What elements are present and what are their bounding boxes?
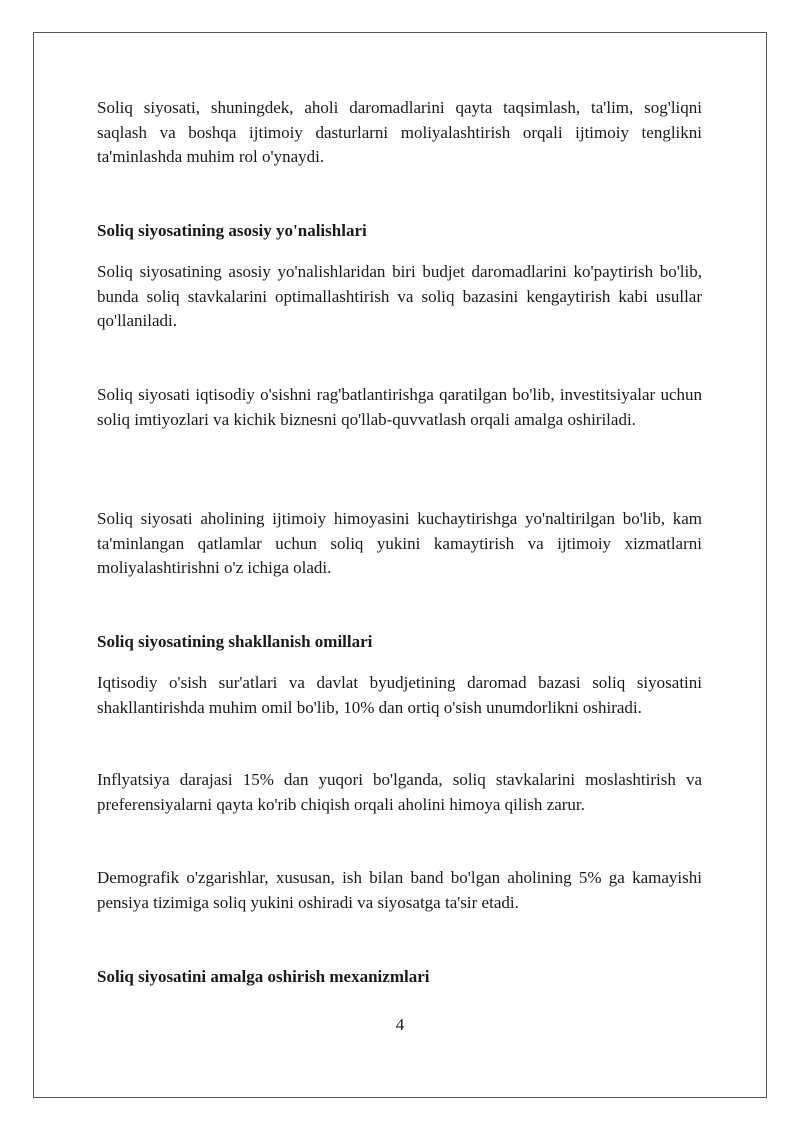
paragraph-intro: Soliq siyosati, shuningdek, aholi daromadlarini qayta taqsimlash, ta'lim, sog'liqni saqlash va boshqa ijtimoiy dasturlarni moliyalashtirish orqali ijtimoiy tenglikni ta'minlashda muhim rol o'ynaydi. <box>97 98 702 166</box>
paragraph-social-protection: Soliq siyosati aholining ijtimoiy himoyasini kuchaytirishga yo'naltirilgan bo'lib, kam ta'minlangan qatlamlar uchun soliq yukini kamaytirish va ijtimoiy xizmatlarni moliyalashtirishni o'z ichiga oladi. <box>97 509 702 577</box>
page-number: 4 <box>395 1015 405 1034</box>
heading-main-directions: Soliq siyosatining asosiy yo'nalishlari <box>97 221 367 240</box>
heading-formation-factors: Soliq siyosatining shakllanish omillari <box>97 632 373 651</box>
paragraph-growth-rates: Iqtisodiy o'sish sur'atlari va davlat byudjetining daromad bazasi soliq siyosatini shakllantirishda muhim omil bo'lib, 10% dan ortiq o'sish unumdorlikni oshiradi. <box>97 673 702 717</box>
paragraph-demographic: Demografik o'zgarishlar, xususan, ish bilan band bo'lgan aholining 5% ga kamayishi pensiya tizimiga soliq yukini oshiradi va siyosatga ta'sir etadi. <box>97 868 702 912</box>
heading-implementation-mechanisms: Soliq siyosatini amalga oshirish mexanizmlari <box>97 967 430 986</box>
paragraph-inflation: Inflyatsiya darajasi 15% dan yuqori bo'lganda, soliq stavkalarini moslashtirish va preferensiyalarni qayta ko'rib chiqish orqali aholini himoya qilish zarur. <box>97 770 702 814</box>
paragraph-budget-revenue: Soliq siyosatining asosiy yo'nalishlaridan biri budjet daromadlarini ko'paytirish bo'lib, bunda soliq stavkalarini optimallashtirish va soliq bazasini kengaytirish kabi usullar qo'llaniladi. <box>97 262 702 330</box>
paragraph-economic-growth: Soliq siyosati iqtisodiy o'sishni rag'batlantirishga qaratilgan bo'lib, investitsiyalar uchun soliq imtiyozlari va kichik biznesni qo'llab-quvvatlash orqali amalga oshiriladi. <box>97 385 702 429</box>
